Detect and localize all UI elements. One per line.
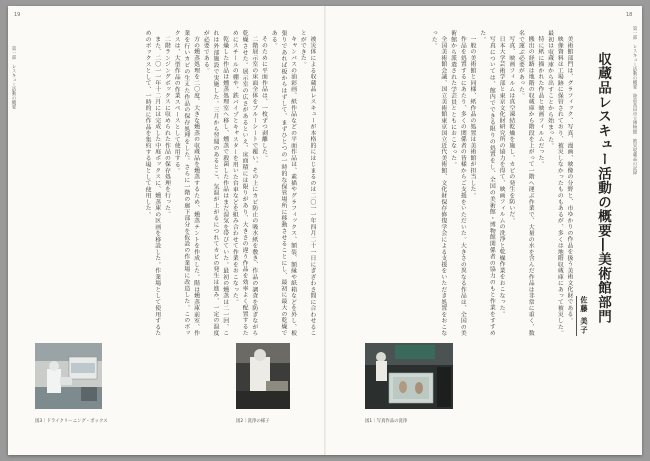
paragraph: そのために平面作品は、一枚ずつ剥離した。 [260,35,267,161]
right-body-text [338,30,573,336]
paragraph: 映像資料は工場跡に保管されており、被災しなかったものもあるが、多くは地階収蔵庫にあって被災した。最初は収蔵庫から出すことから始まった。 [546,30,563,336]
paragraph: 二階ランジングボックスに収められた作品の保存処理を行った。 [163,35,170,218]
figure-2-caption: 図2｜洗浄の様子 [236,419,270,424]
paragraph: 全国美術館会議、国立美術館東京国立近代美術館、文化財保存修復学会による支援をいただき処置をおこなった。 [430,30,446,336]
paragraph: 作品を処置するにあたり、多くの関係者の皆様からご支援をいただいた。大きさの異なる作品は、全国の美術館から派遣された学芸員とともにおこなった。 [449,30,466,336]
figure-1-photo-washing-photo [365,343,453,409]
author-name: 佐藤 美子 [580,296,589,335]
left-page-number: 19 [14,12,21,18]
left-running-head [11,46,16,166]
paragraph: 二階展示室の床面全体をブルーシートで覆い、その上にカビ防止の吸水紙を敷き、作品の調査を防ぎながら乾燥させた。展示室の広さがあるといえ、床面積には限りがあり、大きさの違う作品を効率よく配置するためにスチールの棚や、鉄パイプとキャスターを用いた台車などを組み合わせて作業をおこなった。 [231,30,257,336]
figure-2-cleaning-photo [236,343,290,409]
left-body-text [30,30,316,336]
paragraph: 写真、映画フィルムは真空凍結乾燥を施し、カビの発生を防いだ。 [507,35,514,224]
paragraph: 写真については、館内でできる限りの処置をし、全国の美術館・博物館関係者の協力のもと作業をすすめた。 [478,30,495,336]
left-running-head-text: 第一部 レスキュー活動の概要 [11,46,16,109]
paragraph: 美術館部門は、グラフィック、写真、漫画、映像の分野と、市ゆかりの作品を扱う美術文化財である。 [566,35,572,324]
paragraph: 被災体による収蔵品レスキューが本格的にはじまるのは二〇一一年四月二十一日にぎざわさ間に合わせることができた。 [299,30,315,336]
paragraph: 方の燻蒸処理を二〇度、大きな燻蒸の収蔵品を燻蒸するため、燻蒸テントを作成した。階は燻蒸庫前室、作業を行いカビの生えた作品の保存処理をした。さらに一階の廊下部分を仮設の作業場に改造した。このボックスは、大型作品の作業スペースとして使用する。 [173,30,199,336]
article-title-block [593,52,613,372]
paragraph: 特に紙に描かれた作品と映画フィルムだった。 [536,35,543,168]
paragraph: 一般の美術館と同様、紙作品の処置は美術館が担当した。 [468,35,475,199]
figure-1-caption: 図1｜写真作品の洗浄 [365,419,408,424]
figure-3-dry-cleaning-box-photo [35,343,102,409]
figure-3-caption: 図3｜ドライクリーニング・ボックス [35,419,108,424]
right-running-head [632,26,637,266]
right-page-number: 18 [626,12,633,18]
paragraph: 日本大学芸術学部と東京文化財研究所の協力を得て、映画フィルムの洗浄と乾燥作業をおこなった。 [498,35,505,318]
paragraph: 乾燥した作品は燻蒸処理室へ移し、燻蒸で殺菌した作品はまだ湿気を帯びていた。最初の燻蒸は二一回、これは外部施設で実施した。三月から翌週のあるとこ、気温が上がるにつれてカビの発生は進み、一定の温度が必要である。 [202,30,228,336]
paragraph: 搬出の経路は地階の収蔵庫から階段を上がって一階へ運ぶ作業で、大量の水を含んだ作品は非常に重く、数名で運ぶ必要があった。 [517,30,534,336]
book-spread [8,6,642,455]
right-running-head-text: 第一部 レスキュー活動の概要 陸前高田市立博物館 被災収蔵品の記録 [632,26,637,175]
paragraph: キャンバスの油彩画、紙作品などの平面作品は、素描やグラフィックス、額装、額縁や紙箱などを外し、板張りであれば板からはずして、まずひとつの一時的な保管場所に移動させることにし、最初に最大の乾燥である。 [270,30,296,336]
page-gutter [324,6,326,455]
article-title: 収蔵品レスキュー活動の概要―美術館部門 [595,52,611,324]
author-rule [576,296,577,336]
paragraph: また、二〇一一年十二月には完成した中庭ボックスに、燻蒸庫の区画を移設した。作業場として使用するためのボックスとして、一時的に作品を集約する場として使用した。 [144,30,160,336]
